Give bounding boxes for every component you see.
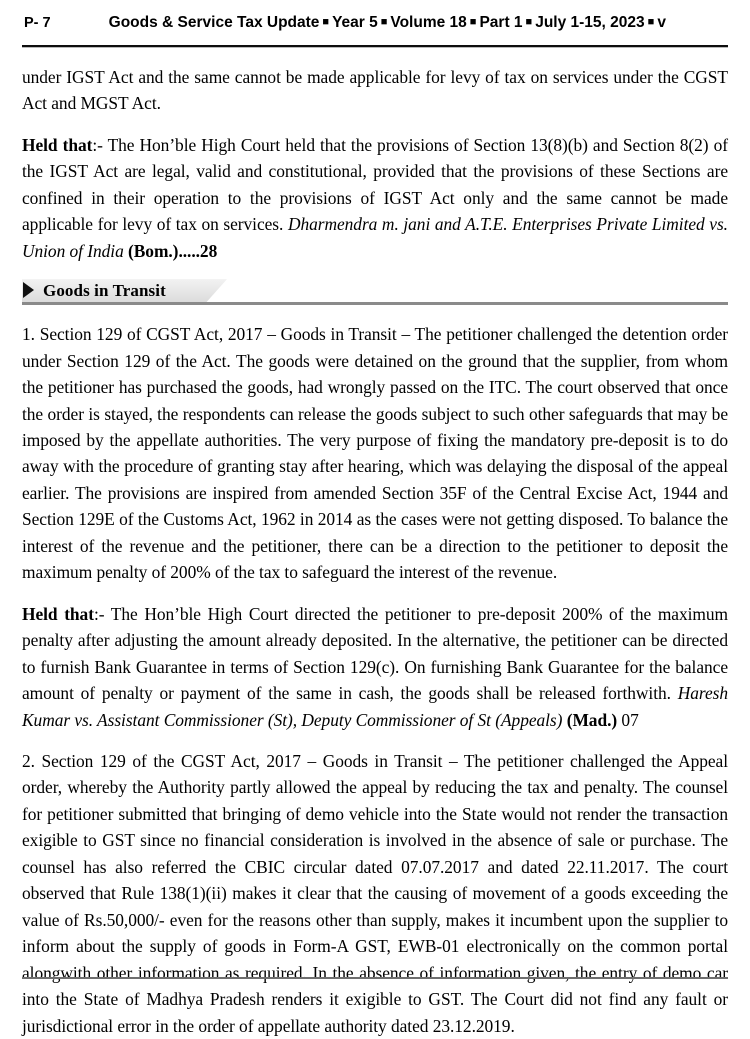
running-head-part: Part 1 — [479, 14, 523, 31]
held-that-body-1: :- The Hon’ble High Court held that the provisions of Section 13(8)(b) and Section 8(2) of the IGST Act are legal, valid and constitutional, provided that the provisions of these Sections are confined in their operation to the provisions of IGST Act only and the same cannot be made applicable for levy of tax on services. — [22, 134, 728, 235]
case-body-1: Section 129 of CGST Act, 2017 – Goods in Transit – The petitioner challenged the detention order under Section 129 of the Act. The goods were detained on the ground that the supplier, from whom the petitioner has purchased the goods, had wrongly passed on the ITC. The court observed that once the order is stayed, the respondents can release the goods subject to such other safeguards that may be imposed by the appellate authorities. The very purpose of fixing the mandatory pre-deposit is to do away with the procedure of granting stay after hearing, which was delaying the disposal of the appeal earlier. The provisions are inspired from amended Section 35F of the Central Excise Act, 1944 and Section 129E of the Customs Act, 1962 in 2014 as the cases were not getting disposed. To balance the interest of the revenue and the petitioner, there can be a direction to the petitioner to deposit the maximum penalty of 200% of the tax to safeguard the interest of the revenue. — [22, 324, 728, 583]
separator-square-icon-2: ■ — [380, 16, 388, 28]
footer-divider — [22, 977, 728, 979]
held-that-label-1: Held that — [22, 134, 93, 155]
case-body-2: Section 129 of the CGST Act, 2017 – Goods in Transit – The petitioner challenged the Appeal order, whereby the Authority partly allowed the appeal by reducing the tax and penalty. The counsel for petitioner submitted that bringing of demo vehicle into the State would not render the transaction exigible to GST since no financial consideration is involved in the absence of sale or purchase. The counsel has also referred the CBIC circular dated 07.07.2017 and dated 22.11.2017. The court observed that Rule 138(1)(ii) makes it clear that the causing of movement of a goods exceeding the value of Rs.50,000/- even for the reasons other than supply, makes it incumbent upon the supplier to inform about the supply of goods in Form-A GST, EWB-01 electronically on the common portal alongwith other information as required. In the absence of information given, the entry of demo car into the State of Madhya Pradesh renders it exigible to GST. The Court did not find any fault or jurisdictional error in the order of appellate authority dated 23.12.2019. — [22, 750, 728, 1036]
separator-square-icon-1: ■ — [322, 16, 330, 28]
running-head-volume: Volume 18 — [390, 14, 467, 31]
case-number-2: 2. — [22, 750, 35, 771]
running-head — [22, 0, 728, 44]
triangle-right-icon — [23, 282, 34, 298]
running-head-date: July 1-15, 2023 — [535, 14, 645, 31]
held-that-body-2: :- The Hon’ble High Court directed the petitioner to pre-deposit 200% of the maximum penalty after adjusting the amount already deposited. In the alternative, the petitioner can be directed to furnish Bank Guarantee in terms of Section 129(c). On furnishing Bank Guarantee for the balance amount of penalty or payment of the same in cash, the goods shall be released forthwith. — [22, 603, 728, 704]
separator-square-icon-4: ■ — [525, 16, 533, 28]
case-citation-italic-2: Haresh Kumar vs. Assistant Commissioner (St), Deputy Commissioner of St (Appeals) — [22, 683, 728, 730]
header-divider — [22, 45, 728, 48]
running-head-year: Year 5 — [332, 14, 378, 31]
running-head-suffix: v — [657, 14, 666, 31]
case-citation-court-2: (Mad.) — [562, 709, 618, 730]
section-banner-rule — [22, 302, 728, 305]
section-banner-label: Goods in Transit — [43, 281, 166, 301]
separator-square-icon-5: ■ — [647, 16, 655, 28]
running-head-publication: Goods & Service Tax Update — [108, 14, 320, 31]
case-citation-italic-1: Dharmendra m. jani and A.T.E. Enterprises Private Limited vs. Union of India — [22, 214, 728, 261]
paragraph-case-2 — [22, 748, 728, 1039]
separator-square-icon-3: ■ — [469, 16, 477, 28]
case-citation-page-1: .....28 — [178, 240, 218, 261]
page-folio: P- 7 — [24, 15, 51, 31]
case-citation-court-1: (Bom.) — [123, 240, 179, 261]
section-banner-goods-in-transit — [22, 279, 728, 305]
paragraph-held-that-1 — [22, 132, 728, 264]
paragraph-case-1 — [22, 321, 728, 586]
running-head-title — [51, 14, 728, 32]
case-number-1: 1. — [22, 324, 35, 345]
held-that-label-2: Held that — [22, 603, 94, 624]
paragraph-continued: under IGST Act and the same cannot be made applicable for levy of tax on services under the CGST Act and MGST Act. — [22, 67, 728, 114]
paragraph-held-that-2 — [22, 601, 728, 733]
case-citation-page-2: 07 — [617, 709, 639, 730]
